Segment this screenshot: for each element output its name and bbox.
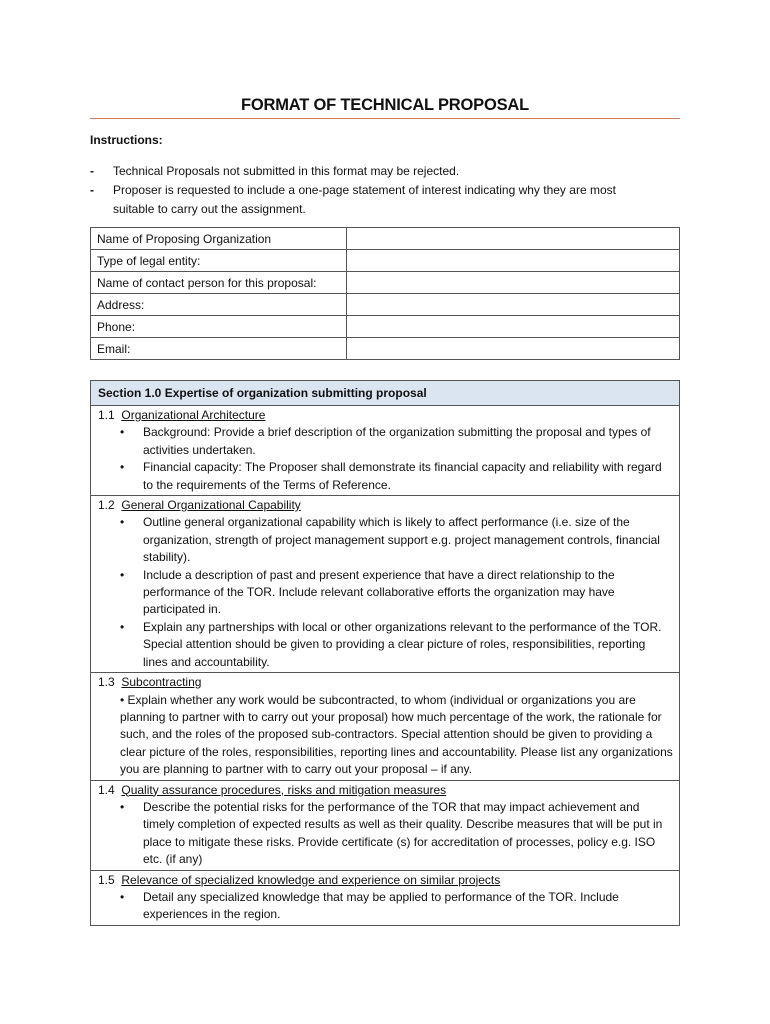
row-value-cell[interactable]	[347, 338, 680, 360]
bullet-text: Detail any specialized knowledge that may be applied to performance of the TOR. Include experiences in the region.	[143, 889, 619, 922]
row-value-cell[interactable]	[347, 316, 680, 338]
subsection-title	[98, 782, 673, 799]
row-label: Email:	[91, 338, 347, 360]
bullet-icon: •	[120, 460, 125, 475]
row-label: Phone:	[91, 316, 347, 338]
bullet-text: Describe the potential risks for the performance of the TOR that may impact achievement and timely completion of expected results as well as their quality. Describe measures that will be put in place to mitigate these risks. Provide certificate (s) for accreditation of processes, policy e.g. ISO etc. (if any)	[143, 799, 663, 867]
bullet-icon: •	[120, 515, 125, 530]
title-underline	[90, 118, 680, 119]
bullet-icon: •	[120, 619, 125, 634]
instruction-item	[90, 181, 623, 219]
subsection-number: 1.4	[98, 782, 115, 797]
subsection-title	[98, 497, 673, 514]
table-row	[91, 316, 680, 338]
section-1-table	[90, 380, 680, 926]
organization-info-table	[90, 227, 680, 360]
bullet-item	[98, 799, 673, 869]
bullet-item	[98, 567, 673, 619]
instruction-item	[90, 162, 680, 181]
table-row	[91, 294, 680, 316]
table-row	[91, 338, 680, 360]
bullet-item	[98, 619, 673, 671]
subsection-number: 1.1	[98, 408, 115, 422]
subsection-number: 1.5	[98, 872, 115, 887]
subsection-heading: Quality assurance procedures, risks and mitigation measures	[121, 782, 447, 797]
bullet-text: Outline general organizational capability which is likely to affect performance (i.e. size of the organization, strength of project management support e.g. project management controls, financial stability).	[143, 515, 660, 565]
instructions-heading: Instructions:	[90, 133, 163, 147]
subsection-title	[98, 674, 673, 691]
subsection-heading: Relevance of specialized knowledge and experience on similar projects	[121, 872, 501, 887]
bullet-item	[98, 889, 673, 924]
bullet-text: Background: Provide a brief description of the organization submitting the proposal and types of activities undertaken.	[143, 425, 651, 457]
bullet-item	[98, 514, 673, 566]
subsection-1-3	[91, 673, 679, 780]
dash-marker: -	[90, 164, 94, 178]
row-value-cell[interactable]	[347, 294, 680, 316]
bullet-item	[98, 459, 673, 494]
subsection-title	[98, 407, 673, 424]
bullet-item	[98, 424, 673, 459]
subsection-heading: General Organizational Capability	[121, 498, 301, 513]
bullet-text: Financial capacity: The Proposer shall demonstrate its financial capacity and reliability with regard to the requirements of the Terms of Reference.	[143, 460, 662, 492]
row-label: Name of Proposing Organization	[91, 228, 347, 250]
subsection-1-5	[91, 871, 679, 925]
dash-marker: -	[90, 183, 94, 197]
row-label: Type of legal entity:	[91, 250, 347, 272]
table-row	[91, 228, 680, 250]
bullet-icon: •	[120, 425, 125, 440]
subsection-paragraph: • Explain whether any work would be subcontracted, to whom (individual or organizations you are planning to partner with to carry out your proposal) how much percentage of the work, the rationale for such, and the roles of the proposed sub-contractors. Special attention should be given to providing a clear picture of the roles, responsibilities, reporting lines and accountability. Please list any organizations you are planning to partner with to carry out your proposal – if any.	[120, 692, 673, 777]
instruction-text: Proposer is requested to include a one-page statement of interest indicating why they are most suitable to carry out the assignment.	[113, 183, 616, 216]
bullet-icon: •	[120, 799, 125, 814]
page-title: FORMAT OF TECHNICAL PROPOSAL	[240, 96, 530, 114]
row-value-cell[interactable]	[347, 272, 680, 294]
subsection-heading: Organizational Architecture	[121, 408, 266, 422]
table-row	[91, 250, 680, 272]
subsection-1-1	[91, 406, 679, 496]
section-heading: Section 1.0 Expertise of organization submitting proposal	[91, 381, 679, 406]
row-value-cell[interactable]	[347, 250, 680, 272]
bullet-icon: •	[120, 567, 125, 582]
subsection-1-4	[91, 781, 679, 871]
row-label: Name of contact person for this proposal:	[91, 272, 347, 294]
row-label: Address:	[91, 294, 347, 316]
bullet-text: Explain any partnerships with local or other organizations relevant to the performance of the TOR. Special attention should be given to providing a clear picture of roles, responsibilities, reporting lines and accountability.	[143, 619, 662, 669]
table-row	[91, 272, 680, 294]
subsection-title	[98, 872, 673, 889]
bullet-icon: •	[120, 889, 125, 904]
bullet-text: Include a description of past and present experience that have a direct relationship to the performance of the TOR. Include relevant collaborative efforts the organization may have participated in.	[143, 567, 615, 617]
subsection-number: 1.3	[98, 675, 115, 690]
instructions-list	[90, 162, 680, 219]
subsection-1-2	[91, 496, 679, 673]
instruction-text: Technical Proposals not submitted in this format may be rejected.	[113, 164, 460, 178]
subsection-heading: Subcontracting	[121, 675, 202, 690]
row-value-cell[interactable]	[347, 228, 680, 250]
subsection-number: 1.2	[98, 498, 115, 513]
